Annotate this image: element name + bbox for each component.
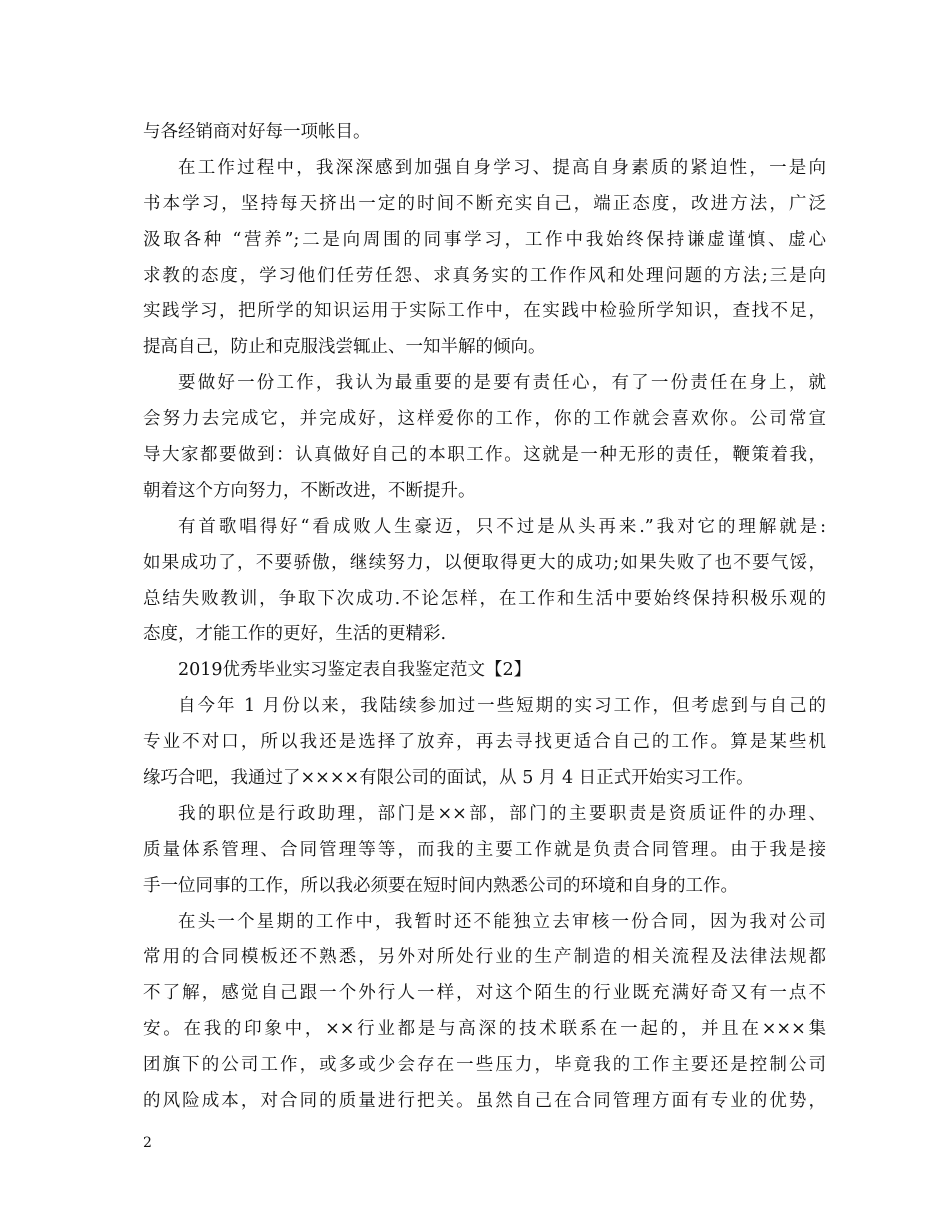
text-line: 自今年 1 月份以来，我陆续参加过一些短期的实习工作，但考虑到与自己的 (178, 696, 826, 717)
text-line: 有首歌唱得好“看成败人生豪迈，只不过是从头再来.”我对它的理解就是: (178, 516, 826, 537)
text-line: 书本学习，坚持每天挤出一定的时间不断充实自己，端正态度，改进方法，广泛 (143, 193, 826, 214)
text-line: 态度，才能工作的更好，生活的更精彩. (143, 624, 447, 645)
text-line: 团旗下的公司工作，或多或少会存在一些压力，毕竟我的工作主要还是控制公司 (143, 1055, 826, 1076)
text-line: 朝着这个方向努力，不断改进，不断提升。 (143, 480, 476, 501)
text-line: 专业不对口，所以我还是选择了放弃，再去寻找更适合自己的工作。算是某些机 (143, 732, 826, 753)
text-line: 如果成功了，不要骄傲，继续努力，以便取得更大的成功;如果失败了也不要气馁， (143, 552, 826, 573)
text-line: 求教的态度，学习他们任劳任怨、求真务实的工作作风和处理问题的方法;三是向 (143, 265, 826, 286)
text-line: 安。在我的印象中，××行业都是与高深的技术联系在一起的，并且在×××集 (143, 1019, 826, 1040)
text-line: 实践学习，把所学的知识运用于实际工作中，在实践中检验所学知识，查找不足， (143, 301, 826, 322)
text-line: 在头一个星期的工作中，我暂时还不能独立去审核一份合同，因为我对公司 (178, 911, 826, 932)
text-line: 质量体系管理、合同管理等等，而我的主要工作就是负责合同管理。由于我是接 (143, 839, 826, 860)
text-line: 常用的合同模板还不熟悉，另外对所处行业的生产制造的相关流程及法律法规都 (143, 947, 826, 968)
body-text (143, 115, 826, 1120)
text-line: 汲取各种 “营养”;二是向周围的同事学习，工作中我始终保持谦虚谨慎、虚心 (143, 229, 826, 250)
text-line: 总结失败教训，争取下次成功.不论怎样，在工作和生活中要始终保持积极乐观的 (143, 588, 826, 609)
text-line: 的风险成本，对合同的质量进行把关。虽然自己在合同管理方面有专业的优势， (143, 1091, 826, 1112)
text-line: 提高自己，防止和克服浅尝辄止、一知半解的倾向。 (143, 337, 546, 358)
text-line: 手一位同事的工作，所以我必须要在短时间内熟悉公司的环境和自身的工作。 (143, 875, 738, 896)
text-line: 会努力去完成它，并完成好，这样爱你的工作，你的工作就会喜欢你。公司常宣 (143, 409, 826, 430)
text-line: 我的职位是行政助理，部门是××部，部门的主要职责是资质证件的办理、 (178, 803, 826, 824)
text-line: 在工作过程中，我深深感到加强自身学习、提高自身素质的紧迫性，一是向 (178, 157, 826, 178)
text-line: 缘巧合吧，我通过了××××有限公司的面试，从 5 月 4 日正式开始实习工作。 (143, 768, 754, 789)
text-line: 2019优秀毕业实习鉴定表自我鉴定范文【2】 (178, 660, 532, 681)
text-line: 要做好一份工作，我认为最重要的是要有责任心，有了一份责任在身上，就 (178, 373, 826, 394)
text-line: 与各经销商对好每一项帐目。 (143, 122, 371, 142)
text-line: 导大家都要做到：认真做好自己的本职工作。这就是一种无形的责任，鞭策着我， (143, 445, 826, 466)
text-line: 不了解，感觉自己跟一个外行人一样，对这个陌生的行业既充满好奇又有一点不 (143, 983, 826, 1004)
page-number: 2 (143, 1135, 152, 1151)
